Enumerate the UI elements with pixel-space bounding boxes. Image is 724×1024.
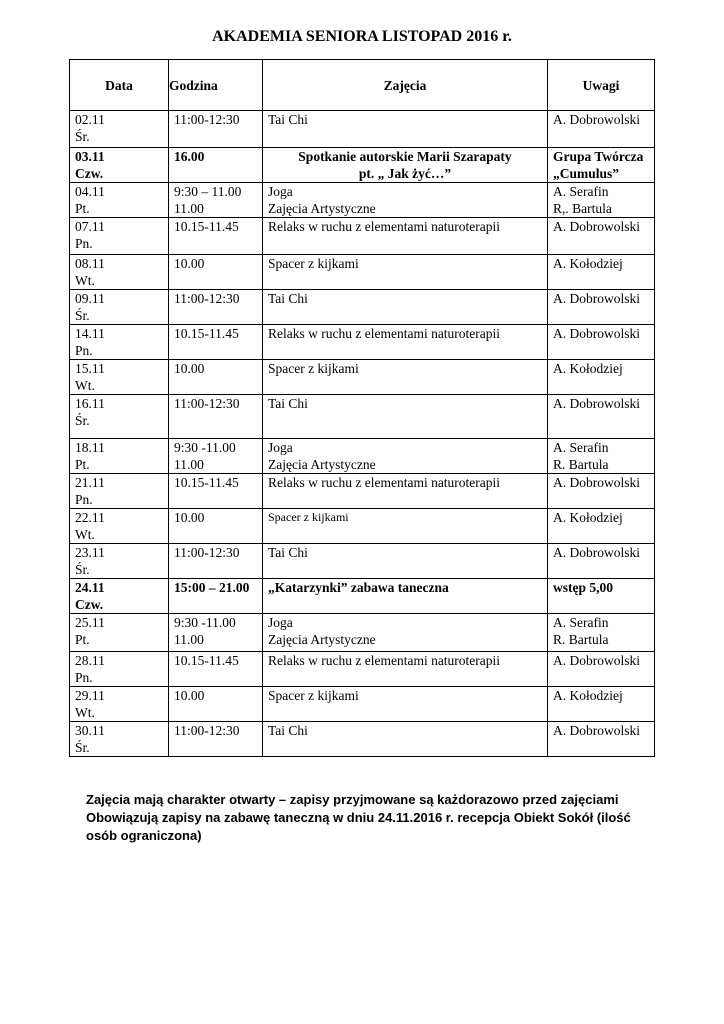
notes-cell-text: A. Dobrowolski [553, 653, 640, 668]
date-cell-text: 28.11 [75, 653, 105, 668]
notes-cell-text: A. Kołodziej [553, 688, 623, 703]
notes-cell-text: A. Serafin [553, 440, 609, 455]
activity-cell [263, 474, 548, 509]
activity-cell [263, 509, 548, 544]
table-row [70, 474, 655, 509]
table-row [70, 111, 655, 148]
notes-cell-text: A. Dobrowolski [553, 723, 640, 738]
date-cell-text: 24.11 [75, 580, 105, 595]
activity-cell-text: Spotkanie autorskie Marii Szarapaty [298, 149, 512, 164]
notes-cell [548, 148, 655, 183]
activity-cell-text: Spacer z kijkami [268, 361, 359, 376]
footer-line-2: Obowiązują zapisy na zabawę taneczną w dniu 24.11.2016 r. recepcja Obiekt Sokół (ilość [86, 810, 631, 825]
activity-cell-text: Zajęcia Artystyczne [268, 632, 376, 647]
date-cell-text: Wt. [75, 527, 95, 542]
time-cell-text: 11:00-12:30 [174, 545, 240, 560]
time-cell-text: 10.15-11.45 [174, 475, 239, 490]
time-cell-text: 10.15-11.45 [174, 326, 239, 341]
time-cell-text: 11:00-12:30 [174, 291, 240, 306]
date-cell-text: Wt. [75, 273, 95, 288]
date-cell-text: Czw. [75, 166, 104, 181]
time-cell [169, 687, 263, 722]
date-cell-text: 22.11 [75, 510, 105, 525]
header-time: Godzina [169, 60, 263, 111]
time-cell [169, 148, 263, 183]
date-cell [70, 360, 169, 395]
notes-cell [548, 722, 655, 757]
time-cell [169, 255, 263, 290]
notes-cell-text: A. Serafin [553, 184, 609, 199]
notes-cell-text: wstęp 5,00 [553, 580, 613, 595]
time-cell [169, 218, 263, 255]
date-cell-text: 23.11 [75, 545, 105, 560]
time-cell-text: 9:30 -11.00 [174, 440, 236, 455]
date-cell [70, 652, 169, 687]
date-cell-text: 07.11 [75, 219, 105, 234]
date-cell-text: 25.11 [75, 615, 105, 630]
time-cell-text: 9:30 – 11.00 [174, 184, 242, 199]
activity-cell [263, 111, 548, 148]
notes-cell-text: A. Kołodziej [553, 256, 623, 271]
activity-cell [263, 652, 548, 687]
activity-cell-text: Relaks w ruchu z elementami naturoterapii [268, 219, 501, 234]
activity-cell-text: Tai Chi [268, 723, 308, 738]
table-row [70, 614, 655, 652]
date-cell-text: 02.11 [75, 112, 105, 127]
activity-cell-text: Zajęcia Artystyczne [268, 457, 376, 472]
time-cell [169, 544, 263, 579]
time-cell [169, 722, 263, 757]
time-cell [169, 439, 263, 474]
date-cell [70, 722, 169, 757]
date-cell-text: 16.11 [75, 396, 105, 411]
date-cell-text: Pt. [75, 632, 90, 647]
date-cell [70, 687, 169, 722]
footer-line-3: osób ograniczona) [86, 828, 202, 843]
notes-cell [548, 544, 655, 579]
notes-cell [548, 111, 655, 148]
footer-line-1: Zajęcia mają charakter otwarty – zapisy przyjmowane są każdorazowo przed zajęciami [86, 792, 619, 807]
time-cell-text: 11.00 [174, 201, 204, 216]
time-cell [169, 360, 263, 395]
time-cell [169, 183, 263, 218]
notes-cell-text: A. Dobrowolski [553, 219, 640, 234]
activity-cell-text: Spacer z kijkami [268, 688, 359, 703]
time-cell [169, 579, 263, 614]
activity-cell-text: Joga [268, 615, 293, 630]
date-cell [70, 474, 169, 509]
notes-cell-text: A. Dobrowolski [553, 545, 640, 560]
date-cell [70, 579, 169, 614]
activity-cell-text: Tai Chi [268, 291, 308, 306]
footer-note [86, 791, 676, 845]
time-cell [169, 290, 263, 325]
time-cell-text: 11.00 [174, 457, 204, 472]
notes-cell [548, 652, 655, 687]
time-cell [169, 652, 263, 687]
activity-cell-text: Tai Chi [268, 396, 308, 411]
time-cell-text: 11:00-12:30 [174, 396, 240, 411]
activity-cell-text: Joga [268, 184, 293, 199]
notes-cell [548, 325, 655, 360]
table-row [70, 255, 655, 290]
activity-cell [263, 360, 548, 395]
time-cell-text: 10.15-11.45 [174, 219, 239, 234]
date-cell-text: Wt. [75, 705, 95, 720]
header-notes: Uwagi [548, 60, 655, 111]
date-cell-text: 18.11 [75, 440, 105, 455]
notes-cell [548, 255, 655, 290]
activity-cell-text: Relaks w ruchu z elementami naturoterapii [268, 326, 501, 341]
date-cell-text: Pt. [75, 201, 90, 216]
notes-cell [548, 218, 655, 255]
activity-cell [263, 687, 548, 722]
time-cell [169, 325, 263, 360]
date-cell-text: 29.11 [75, 688, 105, 703]
notes-cell-text: A. Dobrowolski [553, 326, 640, 341]
activity-cell [263, 395, 548, 439]
activity-cell-text: Tai Chi [268, 112, 308, 127]
activity-cell [263, 218, 548, 255]
date-cell [70, 395, 169, 439]
table-row [70, 218, 655, 255]
header-row [70, 60, 655, 111]
notes-cell-text: A. Dobrowolski [553, 112, 640, 127]
date-cell [70, 183, 169, 218]
date-cell [70, 439, 169, 474]
time-cell [169, 111, 263, 148]
date-cell [70, 218, 169, 255]
date-cell-text: Śr. [75, 740, 90, 755]
header-date: Data [70, 60, 169, 111]
activity-cell-text: Relaks w ruchu z elementami naturoterapii [268, 653, 501, 668]
time-cell-text: 11.00 [174, 632, 204, 647]
date-cell-text: 03.11 [75, 149, 105, 164]
table-row [70, 509, 655, 544]
notes-cell [548, 290, 655, 325]
notes-cell [548, 474, 655, 509]
table-row [70, 544, 655, 579]
date-cell-text: Pn. [75, 343, 93, 358]
date-cell-text: Śr. [75, 413, 90, 428]
activity-cell [263, 722, 548, 757]
date-cell [70, 544, 169, 579]
table-row [70, 579, 655, 614]
date-cell-text: Pn. [75, 236, 93, 251]
activity-cell [263, 255, 548, 290]
table-row [70, 290, 655, 325]
activity-cell-text: Tai Chi [268, 545, 308, 560]
notes-cell-text: A. Dobrowolski [553, 291, 640, 306]
time-cell-text: 10.00 [174, 510, 205, 525]
notes-cell [548, 687, 655, 722]
time-cell [169, 614, 263, 652]
time-cell-text: 15:00 – 21.00 [174, 580, 250, 595]
time-cell-text: 9:30 -11.00 [174, 615, 236, 630]
date-cell [70, 111, 169, 148]
activity-cell-text: Joga [268, 440, 293, 455]
time-cell-text: 11:00-12:30 [174, 723, 240, 738]
date-cell [70, 509, 169, 544]
activity-cell [263, 544, 548, 579]
date-cell-text: Wt. [75, 378, 95, 393]
table-row [70, 652, 655, 687]
activity-cell-text: Zajęcia Artystyczne [268, 201, 376, 216]
activity-cell [263, 325, 548, 360]
notes-cell [548, 614, 655, 652]
activity-cell-text: pt. „ Jak żyć…” [358, 166, 452, 181]
table-row [70, 439, 655, 474]
notes-cell-text: A. Dobrowolski [553, 475, 640, 490]
notes-cell [548, 579, 655, 614]
activity-cell [263, 439, 548, 474]
table-row [70, 148, 655, 183]
date-cell-text: 04.11 [75, 184, 105, 199]
date-cell-text: Śr. [75, 562, 90, 577]
time-cell [169, 395, 263, 439]
notes-cell-text: A. Kołodziej [553, 510, 623, 525]
document-title: AKADEMIA SENIORA LISTOPAD 2016 r. [212, 28, 512, 45]
activity-cell-text: Spacer z kijkami [268, 510, 349, 524]
date-cell [70, 290, 169, 325]
table-row [70, 183, 655, 218]
date-cell-text: Śr. [75, 308, 90, 323]
date-cell-text: Pn. [75, 670, 93, 685]
time-cell [169, 509, 263, 544]
notes-cell [548, 439, 655, 474]
date-cell-text: Czw. [75, 597, 104, 612]
date-cell-text: 09.11 [75, 291, 105, 306]
activity-cell [263, 579, 548, 614]
notes-cell-text: „Cumulus” [553, 166, 620, 181]
header-activity: Zajęcia [263, 60, 548, 111]
date-cell-text: Pt. [75, 457, 90, 472]
notes-cell-text: R. Bartula [553, 457, 609, 472]
activity-cell [263, 290, 548, 325]
time-cell [169, 474, 263, 509]
date-cell-text: 08.11 [75, 256, 105, 271]
date-cell [70, 255, 169, 290]
notes-cell-text: Grupa Twórcza [553, 149, 644, 164]
date-cell-text: Pn. [75, 492, 93, 507]
date-cell-text: 21.11 [75, 475, 105, 490]
date-cell-text: 30.11 [75, 723, 105, 738]
table-row [70, 360, 655, 395]
activity-cell [263, 148, 548, 183]
table-row [70, 395, 655, 439]
date-cell [70, 325, 169, 360]
time-cell-text: 10.00 [174, 256, 205, 271]
date-cell [70, 148, 169, 183]
activity-cell [263, 614, 548, 652]
notes-cell [548, 395, 655, 439]
notes-cell [548, 183, 655, 218]
notes-cell [548, 360, 655, 395]
time-cell-text: 10.00 [174, 688, 205, 703]
notes-cell-text: R,. Bartula [553, 201, 612, 216]
time-cell-text: 10.00 [174, 361, 205, 376]
date-cell-text: 14.11 [75, 326, 105, 341]
date-cell-text: 15.11 [75, 361, 105, 376]
notes-cell-text: A. Kołodziej [553, 361, 623, 376]
time-cell-text: 11:00-12:30 [174, 112, 240, 127]
activity-cell-text: „Katarzynki” zabawa taneczna [268, 580, 449, 595]
notes-cell-text: A. Dobrowolski [553, 396, 640, 411]
date-cell [70, 614, 169, 652]
time-cell-text: 16.00 [174, 149, 205, 164]
notes-cell-text: A. Serafin [553, 615, 609, 630]
table-row [70, 325, 655, 360]
activity-cell-text: Spacer z kijkami [268, 256, 359, 271]
activity-cell [263, 183, 548, 218]
table-row [70, 687, 655, 722]
date-cell-text: Śr. [75, 129, 90, 144]
notes-cell-text: R. Bartula [553, 632, 609, 647]
time-cell-text: 10.15-11.45 [174, 653, 239, 668]
activity-cell-text: Relaks w ruchu z elementami naturoterapii [268, 475, 501, 490]
schedule-table [69, 59, 655, 757]
notes-cell [548, 509, 655, 544]
table-row [70, 722, 655, 757]
